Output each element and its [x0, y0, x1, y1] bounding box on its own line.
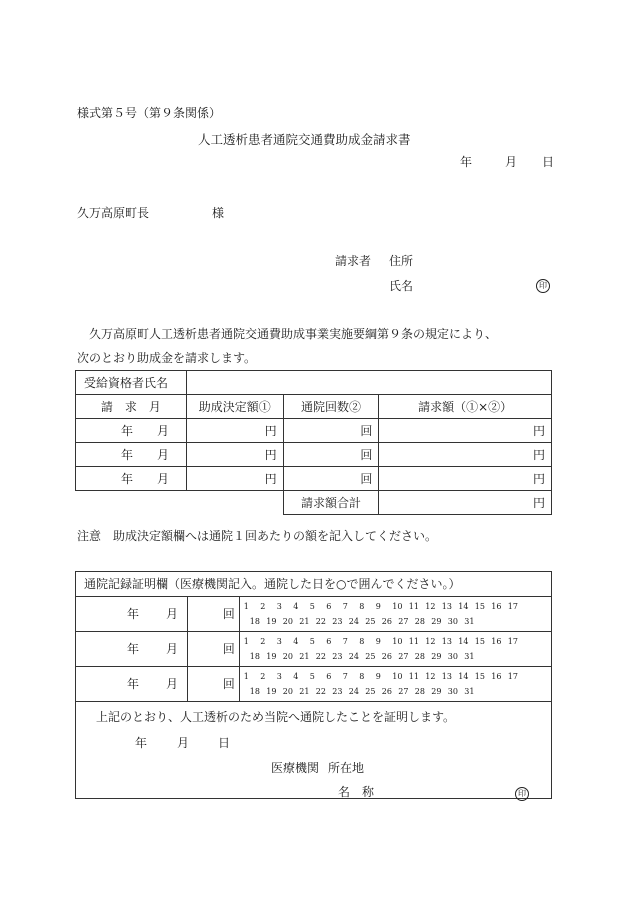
day-number[interactable]: 14 [458, 637, 469, 646]
table-row [76, 467, 552, 491]
table-row [76, 667, 552, 702]
day-number[interactable]: 18 [249, 652, 260, 661]
day-number[interactable]: 22 [315, 617, 326, 626]
day-number[interactable]: 30 [447, 617, 458, 626]
day-number[interactable]: 11 [408, 637, 419, 646]
day-number[interactable]: 17 [507, 637, 518, 646]
month-label: 月 [166, 607, 179, 621]
day-number[interactable]: 17 [507, 672, 518, 681]
day-number[interactable]: 24 [348, 617, 359, 626]
day-number[interactable]: 23 [332, 652, 343, 661]
day-number[interactable]: 14 [458, 602, 469, 611]
day-number[interactable]: 26 [381, 652, 392, 661]
honorific: 様 [212, 206, 225, 220]
day-number[interactable]: 9 [375, 672, 381, 681]
day-number[interactable]: 25 [365, 652, 376, 661]
header-claim-month: 請 求 月 [76, 395, 187, 419]
day-number[interactable]: 2 [260, 602, 266, 611]
day-number[interactable]: 5 [309, 672, 315, 681]
institution-label: 医療機関 [271, 761, 320, 775]
day-grid[interactable] [239, 597, 551, 632]
certification-block [76, 702, 552, 799]
record-count-field[interactable]: 回 [187, 597, 239, 632]
institution-name-label: 名 称 [338, 785, 375, 799]
days-line-1 [244, 634, 551, 649]
table-row [76, 443, 552, 467]
name-label: 氏名 [389, 279, 414, 293]
day-number[interactable]: 13 [441, 672, 452, 681]
day-number[interactable]: 9 [375, 602, 381, 611]
record-month-field[interactable] [76, 597, 188, 632]
location-label: 所在地 [328, 761, 365, 775]
day-number[interactable]: 10 [392, 672, 403, 681]
day-number[interactable]: 16 [491, 637, 502, 646]
day-number[interactable]: 30 [447, 687, 458, 696]
claim-month-field[interactable] [76, 443, 187, 467]
day-number[interactable]: 15 [474, 602, 485, 611]
header-visit-count: 通院回数② [283, 395, 379, 419]
record-month-field[interactable] [76, 632, 188, 667]
recipient-row [76, 371, 552, 395]
year-label: 年 [121, 471, 134, 486]
day-number[interactable]: 22 [315, 687, 326, 696]
certification-row [76, 702, 552, 799]
visit-count-field[interactable]: 回 [283, 467, 379, 491]
day-number[interactable]: 20 [282, 687, 293, 696]
month-label: 月 [157, 447, 170, 462]
day-number[interactable]: 13 [441, 637, 452, 646]
day-number[interactable]: 6 [326, 602, 332, 611]
form-number: 様式第５号（第９条関係） [77, 106, 222, 120]
recipient-label: 受給資格者氏名 [76, 371, 187, 395]
day-number[interactable]: 4 [293, 602, 299, 611]
body-line-2: 次のとおり助成金を請求します。 [77, 351, 257, 365]
day-number[interactable]: 18 [249, 687, 260, 696]
day-number[interactable]: 21 [299, 652, 310, 661]
day-number[interactable]: 31 [464, 687, 475, 696]
address-label: 住所 [389, 254, 414, 268]
day-number[interactable]: 3 [276, 602, 282, 611]
day-number[interactable]: 10 [392, 637, 403, 646]
day-number[interactable]: 26 [381, 687, 392, 696]
cert-day-label: 日 [218, 736, 231, 750]
day-number[interactable]: 12 [425, 602, 436, 611]
claim-amount-field[interactable]: 円 [379, 443, 552, 467]
day-number[interactable]: 7 [342, 672, 348, 681]
claim-table [75, 370, 552, 515]
month-label: 月 [166, 677, 179, 691]
day-number[interactable]: 28 [414, 687, 425, 696]
table-row [76, 419, 552, 443]
day-number[interactable]: 30 [447, 652, 458, 661]
day-number[interactable]: 26 [381, 617, 392, 626]
record-header-row [76, 572, 552, 597]
day-number[interactable]: 22 [315, 652, 326, 661]
day-number[interactable]: 1 [243, 672, 249, 681]
day-number[interactable]: 2 [260, 672, 266, 681]
day-number[interactable]: 14 [458, 672, 469, 681]
day-number[interactable]: 6 [326, 637, 332, 646]
day-number[interactable]: 1 [243, 637, 249, 646]
record-header: 通院記録証明欄（医療機関記入。通院した日を○で囲んでください。） [76, 572, 552, 597]
day-number[interactable]: 5 [309, 637, 315, 646]
day-number[interactable]: 29 [431, 617, 442, 626]
decided-amount-field[interactable]: 円 [186, 443, 283, 467]
table-row [76, 632, 552, 667]
seal-icon [515, 786, 529, 801]
day-number[interactable]: 1 [243, 602, 249, 611]
day-number[interactable]: 8 [359, 672, 365, 681]
claim-amount-field[interactable]: 円 [379, 419, 552, 443]
record-month-field[interactable] [76, 667, 188, 702]
day-number[interactable]: 31 [464, 617, 475, 626]
day-number[interactable]: 13 [441, 602, 452, 611]
day-number[interactable]: 5 [309, 602, 315, 611]
recipient-name-field[interactable] [186, 371, 551, 395]
day-number[interactable]: 24 [348, 652, 359, 661]
day-number[interactable]: 24 [348, 687, 359, 696]
month-label: 月 [166, 642, 179, 656]
year-label: 年 [127, 642, 140, 656]
day-number[interactable]: 19 [266, 687, 277, 696]
day-number[interactable]: 7 [342, 637, 348, 646]
day-number[interactable]: 27 [398, 617, 409, 626]
date-month-label: 月 [505, 155, 518, 169]
day-number[interactable]: 8 [359, 602, 365, 611]
days-line-2 [244, 649, 551, 664]
seal-icon [536, 277, 550, 293]
day-number[interactable]: 11 [408, 672, 419, 681]
cert-month-label: 月 [177, 736, 190, 750]
day-grid[interactable] [239, 632, 551, 667]
month-label: 月 [157, 423, 170, 438]
record-count-field[interactable]: 回 [187, 632, 239, 667]
day-number[interactable]: 31 [464, 652, 475, 661]
day-number[interactable]: 15 [474, 637, 485, 646]
total-label: 請求額合計 [283, 491, 379, 515]
day-number[interactable]: 20 [282, 652, 293, 661]
form-title: 人工透析患者通院交通費助成金請求書 [198, 132, 411, 147]
claim-amount-field[interactable]: 円 [379, 467, 552, 491]
day-number[interactable]: 16 [491, 672, 502, 681]
day-number[interactable]: 10 [392, 602, 403, 611]
seal-mark: 印 [515, 787, 529, 801]
day-number[interactable]: 23 [332, 617, 343, 626]
date-day-label: 日 [542, 155, 555, 169]
day-number[interactable]: 21 [299, 687, 310, 696]
day-number[interactable]: 12 [425, 672, 436, 681]
day-number[interactable]: 11 [408, 602, 419, 611]
table-row [76, 597, 552, 632]
header-claim-amount: 請求額（①×②） [379, 395, 552, 419]
day-number[interactable]: 17 [507, 602, 518, 611]
record-count-field[interactable]: 回 [187, 667, 239, 702]
cert-year-label: 年 [135, 736, 148, 750]
year-label: 年 [121, 423, 134, 438]
day-number[interactable]: 2 [260, 637, 266, 646]
certify-text: 上記のとおり、人工透析のため当院へ通院したことを証明します。 [96, 710, 456, 724]
note-text: 注意 助成決定額欄へは通院１回あたりの額を記入してください。 [77, 529, 438, 543]
decided-amount-field[interactable]: 円 [186, 419, 283, 443]
day-number[interactable]: 21 [299, 617, 310, 626]
applicant-label: 請求者 [335, 254, 372, 268]
claim-header-row [76, 395, 552, 419]
day-number[interactable]: 20 [282, 617, 293, 626]
day-number[interactable]: 29 [431, 687, 442, 696]
seal-mark: 印 [536, 279, 550, 293]
day-number[interactable]: 23 [332, 687, 343, 696]
day-number[interactable]: 3 [276, 672, 282, 681]
day-number[interactable]: 28 [414, 652, 425, 661]
day-number[interactable]: 7 [342, 602, 348, 611]
days-line-2 [244, 684, 551, 699]
day-number[interactable]: 3 [276, 637, 282, 646]
day-number[interactable]: 15 [474, 672, 485, 681]
visit-count-field[interactable]: 回 [283, 419, 379, 443]
date-year-label: 年 [460, 155, 473, 169]
day-number[interactable]: 12 [425, 637, 436, 646]
day-number[interactable]: 4 [293, 637, 299, 646]
days-line-2 [244, 614, 551, 629]
day-number[interactable]: 27 [398, 652, 409, 661]
day-number[interactable]: 18 [249, 617, 260, 626]
days-line-1 [244, 599, 551, 614]
day-number[interactable]: 4 [293, 672, 299, 681]
claim-month-field[interactable] [76, 419, 187, 443]
day-number[interactable]: 27 [398, 687, 409, 696]
addressee: 久万高原町長 [77, 206, 150, 220]
year-label: 年 [127, 677, 140, 691]
decided-amount-field[interactable]: 円 [186, 467, 283, 491]
total-amount-field[interactable]: 円 [379, 491, 552, 515]
total-row [76, 491, 552, 515]
visit-count-field[interactable]: 回 [283, 443, 379, 467]
month-label: 月 [157, 471, 170, 486]
day-number[interactable]: 19 [266, 617, 277, 626]
day-number[interactable]: 9 [375, 637, 381, 646]
claim-month-field[interactable] [76, 467, 187, 491]
days-line-1 [244, 669, 551, 684]
body-line-1: 久万高原町人工透析患者通院交通費助成事業実施要綱第９条の規定により、 [89, 327, 498, 341]
day-number[interactable]: 8 [359, 637, 365, 646]
day-number[interactable]: 19 [266, 652, 277, 661]
year-label: 年 [127, 607, 140, 621]
year-label: 年 [121, 447, 134, 462]
day-grid[interactable] [239, 667, 551, 702]
day-number[interactable]: 29 [431, 652, 442, 661]
day-number[interactable]: 16 [491, 602, 502, 611]
day-number[interactable]: 6 [326, 672, 332, 681]
day-number[interactable]: 25 [365, 617, 376, 626]
day-number[interactable]: 25 [365, 687, 376, 696]
day-number[interactable]: 28 [414, 617, 425, 626]
record-table [75, 571, 552, 799]
header-decided-amount: 助成決定額① [186, 395, 283, 419]
